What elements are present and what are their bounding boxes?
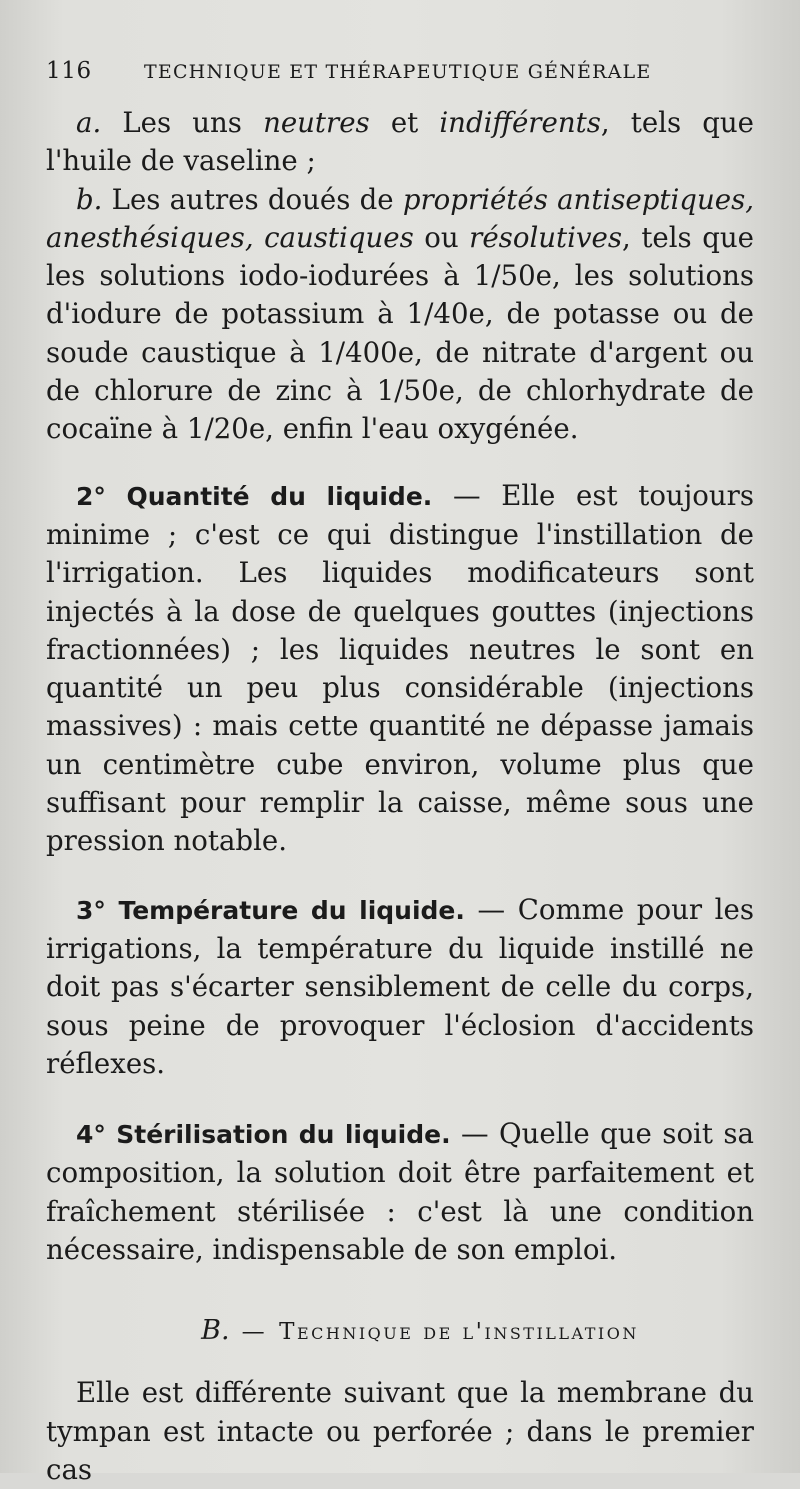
paragraph-a: a. Les uns neutres et indifférents, tels que l'huile de vaseline ; [46,106,754,178]
emphasis-indifferents: indifférents [439,106,601,139]
heading-quantite: 2° Quantité du liquide. [76,481,433,511]
item-letter-a: a. [76,106,102,139]
emphasis-neutres: neutres [263,106,370,139]
section-title [46,1315,754,1346]
emphasis-proprietes: propriétés antiseptiques, anesthésiques, caustiques [46,182,754,254]
paragraph-last: Elle est différente suivant que la membrane du tympan est intacte ou perforée ; dans le premier cas [46,1376,754,1486]
emphasis-resolutives: résolutives [469,220,623,254]
item-letter-b: b. [76,182,103,216]
page-number: 116 [46,58,92,84]
section-dash: — [241,1319,268,1346]
heading-temperature: 3° Température du liquide. [76,895,465,925]
running-header [46,58,754,104]
section-label: B. [201,1315,230,1347]
heading-sterilisation: 4° Stérilisation du liquide. [76,1120,451,1150]
paragraph-b: b. Les autres doués de propriétés antiseptiques, anesthésiques, caustiques ou résolutives, tels que les solutions iodo-iodurées à 1/50e, les solutions d'iodure de potassium à 1/40e, de potasse ou de soude caustique à 1/400e, de nitrate d'argent ou de chlorure de zinc à 1/50e, de chlorhydrate de cocaïne à 1/20e, enfin l'eau oxygénée. [46,182,754,446]
paragraph-temperature: 3° Température du liquide. — Comme pour les irrigations, la température du liquide instillé ne doit pas s'écarter sensiblement de celle du corps, sous peine de provoquer l'éclosion d'accidents réflexes. [46,892,754,1080]
paragraph-sterilisation: 4° Stérilisation du liquide. — Quelle que soit sa composition, la solution doit être parfaitement et fraîchement stérilisée : c'est là une condition nécessaire, indispensable de son emploi. [46,1117,754,1267]
section-heading: Technique de l'instillation [279,1319,639,1346]
running-title: TECHNIQUE ET THÉRAPEUTIQUE GÉNÉRALE [144,61,652,83]
paragraph-quantite: 2° Quantité du liquide. — Elle est toujours minime ; c'est ce qui distingue l'instillation de l'irrigation. Les liquides modificateurs sont injectés à la dose de quelques gouttes (injections fractionnées) ; les liquides neutres le sont en quantité un peu plus considérable (injections massives) : mais cette quantité ne dépasse jamais un centimètre cube environ, volume plus que suffisant pour remplir la caisse, même sous une pression notable. [46,478,754,858]
